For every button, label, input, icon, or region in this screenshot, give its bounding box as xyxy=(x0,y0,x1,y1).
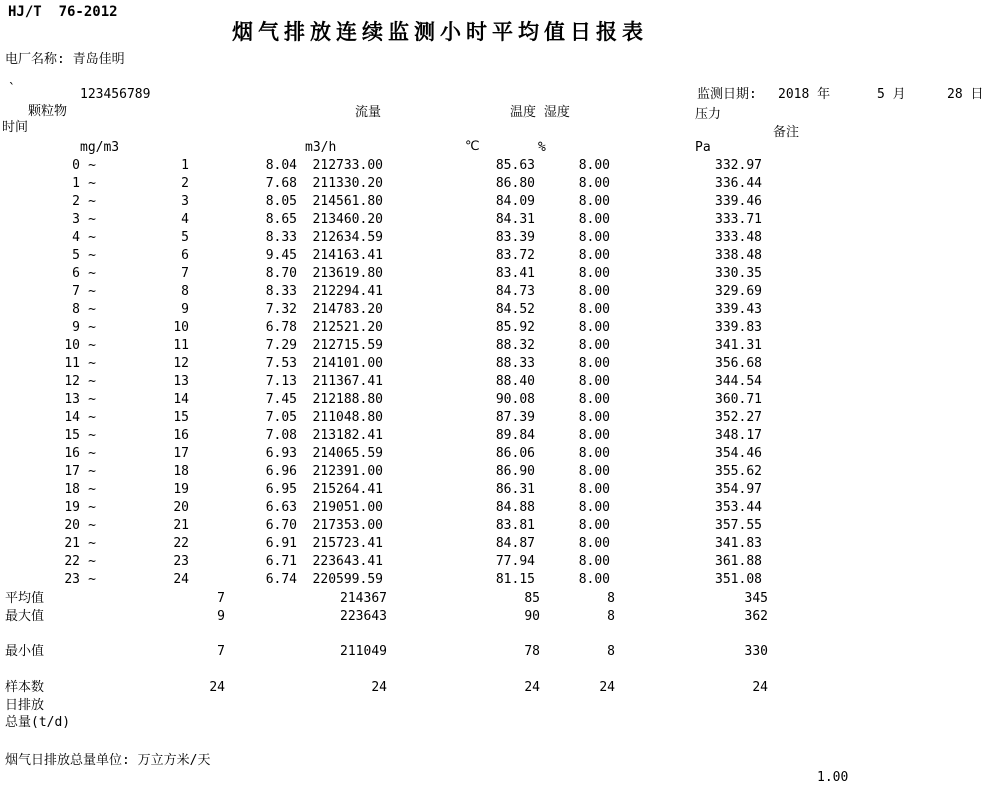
hour-start: 21 xyxy=(64,536,80,551)
temperature-value: 84.31 xyxy=(495,212,535,227)
plant-name-value: 青岛佳明 xyxy=(72,52,125,67)
pressure-value: 344.54 xyxy=(715,374,762,389)
particulate-value: 9.45 xyxy=(265,248,297,263)
hour-end: 1 xyxy=(181,158,189,173)
summary-particulate: 7 xyxy=(217,644,225,659)
hour-range-tilde: ~ xyxy=(88,374,96,389)
hour-start: 18 xyxy=(64,482,80,497)
table-row xyxy=(0,321,984,339)
particulate-value: 7.45 xyxy=(265,392,297,407)
hour-end: 10 xyxy=(173,320,189,335)
hour-range-tilde: ~ xyxy=(88,482,96,497)
particulate-value: 7.53 xyxy=(265,356,297,371)
pressure-value: 339.46 xyxy=(715,194,762,209)
page-number: 1.00 xyxy=(817,770,849,785)
hour-start: 22 xyxy=(64,554,80,569)
summary-label: 平均值 xyxy=(5,591,45,606)
table-row xyxy=(0,393,984,411)
flow-value: 212294.41 xyxy=(312,284,383,299)
hour-end: 14 xyxy=(173,392,189,407)
hour-end: 9 xyxy=(181,302,189,317)
report-title: 烟气排放连续监测小时平均值日报表 xyxy=(232,20,648,44)
table-row xyxy=(0,483,984,501)
monitor-date-month: 5 月 xyxy=(877,87,906,102)
hourly-rows xyxy=(0,159,984,591)
flow-value: 211048.80 xyxy=(312,410,383,425)
pressure-value: 361.88 xyxy=(715,554,762,569)
pressure-value: 348.17 xyxy=(715,428,762,443)
humidity-value: 8.00 xyxy=(578,212,610,227)
humidity-value: 8.00 xyxy=(578,536,610,551)
summary-flow: 214367 xyxy=(340,591,387,606)
hour-start: 9 xyxy=(72,320,80,335)
humidity-value: 8.00 xyxy=(578,374,610,389)
particulate-value: 7.32 xyxy=(265,302,297,317)
table-row xyxy=(0,501,984,519)
temperature-value: 86.31 xyxy=(495,482,535,497)
flow-value: 219051.00 xyxy=(312,500,383,515)
pressure-value: 333.71 xyxy=(715,212,762,227)
humidity-value: 8.00 xyxy=(578,392,610,407)
column-header-time: 时间 xyxy=(2,120,29,135)
table-row xyxy=(0,375,984,393)
temperature-value: 77.94 xyxy=(495,554,535,569)
hour-range-tilde: ~ xyxy=(88,212,96,227)
temperature-value: 84.73 xyxy=(495,284,535,299)
temperature-value: 84.88 xyxy=(495,500,535,515)
hour-end: 17 xyxy=(173,446,189,461)
hour-end: 2 xyxy=(181,176,189,191)
hour-end: 23 xyxy=(173,554,189,569)
particulate-value: 8.33 xyxy=(265,230,297,245)
flow-value: 213182.41 xyxy=(312,428,383,443)
particulate-value: 7.08 xyxy=(265,428,297,443)
humidity-value: 8.00 xyxy=(578,572,610,587)
standard-code: HJ/T 76-2012 xyxy=(8,4,118,20)
monitor-date-day: 28 日 xyxy=(947,87,984,102)
temperature-value: 88.33 xyxy=(495,356,535,371)
temperature-value: 85.92 xyxy=(495,320,535,335)
pressure-value: 354.97 xyxy=(715,482,762,497)
hour-end: 3 xyxy=(181,194,189,209)
pressure-value: 341.83 xyxy=(715,536,762,551)
hour-range-tilde: ~ xyxy=(88,338,96,353)
temperature-value: 86.06 xyxy=(495,446,535,461)
unit-pressure: Pa xyxy=(695,140,711,155)
hour-start: 16 xyxy=(64,446,80,461)
particulate-value: 8.33 xyxy=(265,284,297,299)
flow-value: 215264.41 xyxy=(312,482,383,497)
hour-end: 18 xyxy=(173,464,189,479)
flow-value: 212634.59 xyxy=(312,230,383,245)
summary-label: 最小值 xyxy=(5,644,45,659)
flow-value: 214163.41 xyxy=(312,248,383,263)
flow-value: 214101.00 xyxy=(312,356,383,371)
table-row xyxy=(0,231,984,249)
pressure-value: 360.71 xyxy=(715,392,762,407)
particulate-value: 8.65 xyxy=(265,212,297,227)
particulate-value: 6.93 xyxy=(265,446,297,461)
summary-pressure: 330 xyxy=(744,644,768,659)
flow-value: 220599.59 xyxy=(312,572,383,587)
monitor-date-year: 2018 年 xyxy=(778,87,831,102)
summary-row xyxy=(0,592,984,610)
hour-start: 14 xyxy=(64,410,80,425)
pressure-value: 355.62 xyxy=(715,464,762,479)
hour-end: 24 xyxy=(173,572,189,587)
flow-value: 212733.00 xyxy=(312,158,383,173)
summary-humidity: 24 xyxy=(599,680,615,695)
column-header-pressure: 压力 xyxy=(695,107,722,122)
hour-range-tilde: ~ xyxy=(88,230,96,245)
table-row xyxy=(0,447,984,465)
hour-range-tilde: ~ xyxy=(88,464,96,479)
particulate-value: 7.68 xyxy=(265,176,297,191)
flow-value: 211367.41 xyxy=(312,374,383,389)
tick-mark: ` xyxy=(8,82,16,97)
hour-range-tilde: ~ xyxy=(88,356,96,371)
table-row xyxy=(0,519,984,537)
monitor-date-label: 监测日期: xyxy=(697,87,757,102)
hour-end: 7 xyxy=(181,266,189,281)
table-row xyxy=(0,357,984,375)
temperature-value: 84.09 xyxy=(495,194,535,209)
temperature-value: 84.87 xyxy=(495,536,535,551)
summary-flow: 24 xyxy=(371,680,387,695)
hour-start: 8 xyxy=(72,302,80,317)
hour-end: 22 xyxy=(173,536,189,551)
humidity-value: 8.00 xyxy=(578,284,610,299)
humidity-value: 8.00 xyxy=(578,518,610,533)
hour-start: 6 xyxy=(72,266,80,281)
temperature-value: 86.90 xyxy=(495,464,535,479)
table-row xyxy=(0,159,984,177)
summary-temperature: 24 xyxy=(524,680,540,695)
flow-value: 213460.20 xyxy=(312,212,383,227)
particulate-value: 6.71 xyxy=(265,554,297,569)
pressure-value: 353.44 xyxy=(715,500,762,515)
humidity-value: 8.00 xyxy=(578,554,610,569)
hour-start: 4 xyxy=(72,230,80,245)
humidity-value: 8.00 xyxy=(578,482,610,497)
humidity-value: 8.00 xyxy=(578,320,610,335)
table-row xyxy=(0,213,984,231)
hour-range-tilde: ~ xyxy=(88,410,96,425)
table-row xyxy=(0,573,984,591)
temperature-value: 84.52 xyxy=(495,302,535,317)
flow-value: 212715.59 xyxy=(312,338,383,353)
hour-start: 5 xyxy=(72,248,80,263)
hour-start: 17 xyxy=(64,464,80,479)
particulate-value: 6.63 xyxy=(265,500,297,515)
table-row xyxy=(0,285,984,303)
particulate-value: 7.13 xyxy=(265,374,297,389)
hour-range-tilde: ~ xyxy=(88,176,96,191)
particulate-value: 7.05 xyxy=(265,410,297,425)
summary-row xyxy=(0,645,984,663)
temperature-value: 86.80 xyxy=(495,176,535,191)
hour-range-tilde: ~ xyxy=(88,320,96,335)
daily-emission-label-line2: 总量(t/d) xyxy=(5,715,71,730)
flow-value: 217353.00 xyxy=(312,518,383,533)
summary-humidity: 8 xyxy=(607,591,615,606)
hour-range-tilde: ~ xyxy=(88,500,96,515)
unit-humidity: % xyxy=(538,140,546,155)
column-header-flow: 流量 xyxy=(355,105,382,120)
serial-number: 123456789 xyxy=(80,87,151,102)
particulate-value: 6.74 xyxy=(265,572,297,587)
pressure-value: 357.55 xyxy=(715,518,762,533)
pressure-value: 339.43 xyxy=(715,302,762,317)
summary-label: 最大值 xyxy=(5,609,45,624)
temperature-value: 90.08 xyxy=(495,392,535,407)
table-row xyxy=(0,537,984,555)
hour-range-tilde: ~ xyxy=(88,158,96,173)
temperature-value: 83.72 xyxy=(495,248,535,263)
column-header-remark: 备注 xyxy=(773,125,800,140)
particulate-value: 6.91 xyxy=(265,536,297,551)
hour-range-tilde: ~ xyxy=(88,302,96,317)
pressure-value: 356.68 xyxy=(715,356,762,371)
table-row xyxy=(0,555,984,573)
summary-temperature: 78 xyxy=(524,644,540,659)
hour-end: 19 xyxy=(173,482,189,497)
particulate-value: 8.04 xyxy=(265,158,297,173)
flow-value: 213619.80 xyxy=(312,266,383,281)
table-row xyxy=(0,339,984,357)
humidity-value: 8.00 xyxy=(578,500,610,515)
hour-start: 0 xyxy=(72,158,80,173)
particulate-value: 8.05 xyxy=(265,194,297,209)
flow-value: 211330.20 xyxy=(312,176,383,191)
hour-end: 5 xyxy=(181,230,189,245)
summary-humidity: 8 xyxy=(607,644,615,659)
temperature-value: 87.39 xyxy=(495,410,535,425)
summary-particulate: 9 xyxy=(217,609,225,624)
hour-range-tilde: ~ xyxy=(88,428,96,443)
humidity-value: 8.00 xyxy=(578,428,610,443)
particulate-value: 6.96 xyxy=(265,464,297,479)
hour-start: 7 xyxy=(72,284,80,299)
particulate-value: 6.70 xyxy=(265,518,297,533)
column-header-temp-humidity: 温度 湿度 xyxy=(510,105,570,120)
hour-end: 8 xyxy=(181,284,189,299)
hour-start: 20 xyxy=(64,518,80,533)
summary-humidity: 8 xyxy=(607,609,615,624)
table-row xyxy=(0,267,984,285)
pressure-value: 329.69 xyxy=(715,284,762,299)
hour-range-tilde: ~ xyxy=(88,554,96,569)
hour-end: 21 xyxy=(173,518,189,533)
summary-pressure: 362 xyxy=(744,609,768,624)
summary-label: 样本数 xyxy=(5,680,45,695)
hour-end: 16 xyxy=(173,428,189,443)
humidity-value: 8.00 xyxy=(578,266,610,281)
humidity-value: 8.00 xyxy=(578,464,610,479)
hour-start: 11 xyxy=(64,356,80,371)
particulate-value: 8.70 xyxy=(265,266,297,281)
hour-range-tilde: ~ xyxy=(88,194,96,209)
temperature-value: 89.84 xyxy=(495,428,535,443)
pressure-value: 352.27 xyxy=(715,410,762,425)
hour-end: 15 xyxy=(173,410,189,425)
pressure-value: 333.48 xyxy=(715,230,762,245)
flow-value: 212188.80 xyxy=(312,392,383,407)
hour-range-tilde: ~ xyxy=(88,392,96,407)
humidity-value: 8.00 xyxy=(578,194,610,209)
hour-end: 11 xyxy=(173,338,189,353)
flow-value: 212521.20 xyxy=(312,320,383,335)
hour-start: 23 xyxy=(64,572,80,587)
flow-value: 215723.41 xyxy=(312,536,383,551)
table-row xyxy=(0,411,984,429)
pressure-value: 354.46 xyxy=(715,446,762,461)
pressure-value: 338.48 xyxy=(715,248,762,263)
particulate-value: 7.29 xyxy=(265,338,297,353)
pressure-value: 330.35 xyxy=(715,266,762,281)
summary-pressure: 345 xyxy=(744,591,768,606)
pressure-value: 339.83 xyxy=(715,320,762,335)
summary-row xyxy=(0,681,984,699)
table-row xyxy=(0,303,984,321)
hour-end: 6 xyxy=(181,248,189,263)
pressure-value: 332.97 xyxy=(715,158,762,173)
humidity-value: 8.00 xyxy=(578,338,610,353)
hour-range-tilde: ~ xyxy=(88,536,96,551)
hour-start: 13 xyxy=(64,392,80,407)
flow-value: 214783.20 xyxy=(312,302,383,317)
table-row xyxy=(0,195,984,213)
humidity-value: 8.00 xyxy=(578,230,610,245)
summary-temperature: 90 xyxy=(524,609,540,624)
summary-flow: 223643 xyxy=(340,609,387,624)
hour-end: 4 xyxy=(181,212,189,227)
temperature-value: 81.15 xyxy=(495,572,535,587)
summary-flow: 211049 xyxy=(340,644,387,659)
summary-pressure: 24 xyxy=(752,680,768,695)
humidity-value: 8.00 xyxy=(578,158,610,173)
unit-particulate: mg/m3 xyxy=(80,140,120,155)
pressure-value: 336.44 xyxy=(715,176,762,191)
daily-emission-label-line1: 日排放 xyxy=(5,698,45,713)
summary-particulate: 7 xyxy=(217,591,225,606)
humidity-value: 8.00 xyxy=(578,248,610,263)
hour-range-tilde: ~ xyxy=(88,266,96,281)
temperature-value: 88.40 xyxy=(495,374,535,389)
summary-row xyxy=(0,610,984,628)
hour-start: 19 xyxy=(64,500,80,515)
hour-range-tilde: ~ xyxy=(88,446,96,461)
pressure-value: 351.08 xyxy=(715,572,762,587)
temperature-value: 83.41 xyxy=(495,266,535,281)
temperature-value: 83.39 xyxy=(495,230,535,245)
hour-range-tilde: ~ xyxy=(88,518,96,533)
hour-start: 15 xyxy=(64,428,80,443)
hour-start: 10 xyxy=(64,338,80,353)
hour-start: 2 xyxy=(72,194,80,209)
temperature-value: 88.32 xyxy=(495,338,535,353)
hour-end: 13 xyxy=(173,374,189,389)
plant-name-line xyxy=(5,53,125,66)
summary-temperature: 85 xyxy=(524,591,540,606)
plant-name-label: 电厂名称: xyxy=(5,52,65,67)
flow-value: 214065.59 xyxy=(312,446,383,461)
hour-range-tilde: ~ xyxy=(88,572,96,587)
hour-end: 20 xyxy=(173,500,189,515)
table-row xyxy=(0,249,984,267)
humidity-value: 8.00 xyxy=(578,302,610,317)
hour-end: 12 xyxy=(173,356,189,371)
temperature-value: 83.81 xyxy=(495,518,535,533)
flow-value: 214561.80 xyxy=(312,194,383,209)
hour-start: 12 xyxy=(64,374,80,389)
temperature-value: 85.63 xyxy=(495,158,535,173)
unit-flow: m3/h xyxy=(305,140,337,155)
flow-value: 212391.00 xyxy=(312,464,383,479)
table-row xyxy=(0,177,984,195)
hour-start: 3 xyxy=(72,212,80,227)
pressure-value: 341.31 xyxy=(715,338,762,353)
unit-temperature: ℃ xyxy=(465,139,480,154)
table-row xyxy=(0,465,984,483)
humidity-value: 8.00 xyxy=(578,356,610,371)
flow-value: 223643.41 xyxy=(312,554,383,569)
particulate-value: 6.78 xyxy=(265,320,297,335)
hour-range-tilde: ~ xyxy=(88,284,96,299)
particulate-value: 6.95 xyxy=(265,482,297,497)
hour-start: 1 xyxy=(72,176,80,191)
humidity-value: 8.00 xyxy=(578,410,610,425)
summary-particulate: 24 xyxy=(209,680,225,695)
hour-range-tilde: ~ xyxy=(88,248,96,263)
column-header-particulate: 颗粒物 xyxy=(28,104,68,119)
humidity-value: 8.00 xyxy=(578,446,610,461)
emission-unit-note: 烟气日排放总量单位: 万立方米/天 xyxy=(5,753,211,768)
humidity-value: 8.00 xyxy=(578,176,610,191)
table-row xyxy=(0,429,984,447)
